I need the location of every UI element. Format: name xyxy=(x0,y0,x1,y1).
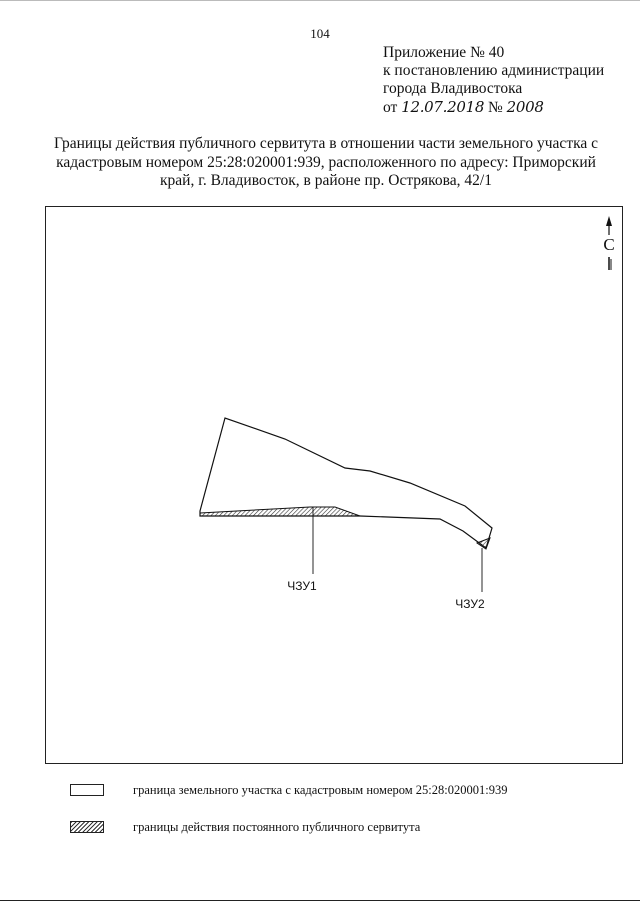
cadastral-map xyxy=(45,206,623,764)
top-scan-edge xyxy=(0,0,640,1)
page-number: 104 xyxy=(310,26,330,41)
date-prefix: от xyxy=(383,99,402,116)
appendix-resolution-line: к постановлению администрации xyxy=(383,62,605,79)
appendix-date-number-line xyxy=(383,98,544,117)
servitude-zone-1 xyxy=(200,507,360,516)
document-title: Границы действия публичного сервитута в отношении части земельного участка с кадастровым номером 25:28:020001:939, расположенного по адресу: Приморский край, г. Владивосток, в районе пр. Острякова, 42/1 xyxy=(53,135,599,189)
land-parcel-boundary xyxy=(200,418,492,548)
handwritten-number: 2008 xyxy=(506,98,544,116)
servitude-zone-2 xyxy=(477,538,490,549)
appendix-city-line: города Владивостока xyxy=(383,80,523,97)
bottom-scan-edge xyxy=(0,900,640,901)
zone-1-label: ЧЗУ1 xyxy=(287,579,317,593)
zone-2-label: ЧЗУ2 xyxy=(455,597,485,611)
legend-servitude-text: границы действия постоянного публичного сервитута xyxy=(133,820,421,834)
appendix-title: Приложение № 40 xyxy=(383,44,505,61)
north-label: С xyxy=(603,235,615,254)
north-arrow xyxy=(603,216,614,270)
legend-parcel-swatch xyxy=(70,784,104,796)
legend-parcel-text: граница земельного участка с кадастровым номером 25:28:020001:939 xyxy=(133,783,508,797)
legend-servitude-swatch xyxy=(70,821,104,833)
number-prefix: № xyxy=(484,99,507,116)
handwritten-date: 12.07.2018 xyxy=(401,98,485,116)
